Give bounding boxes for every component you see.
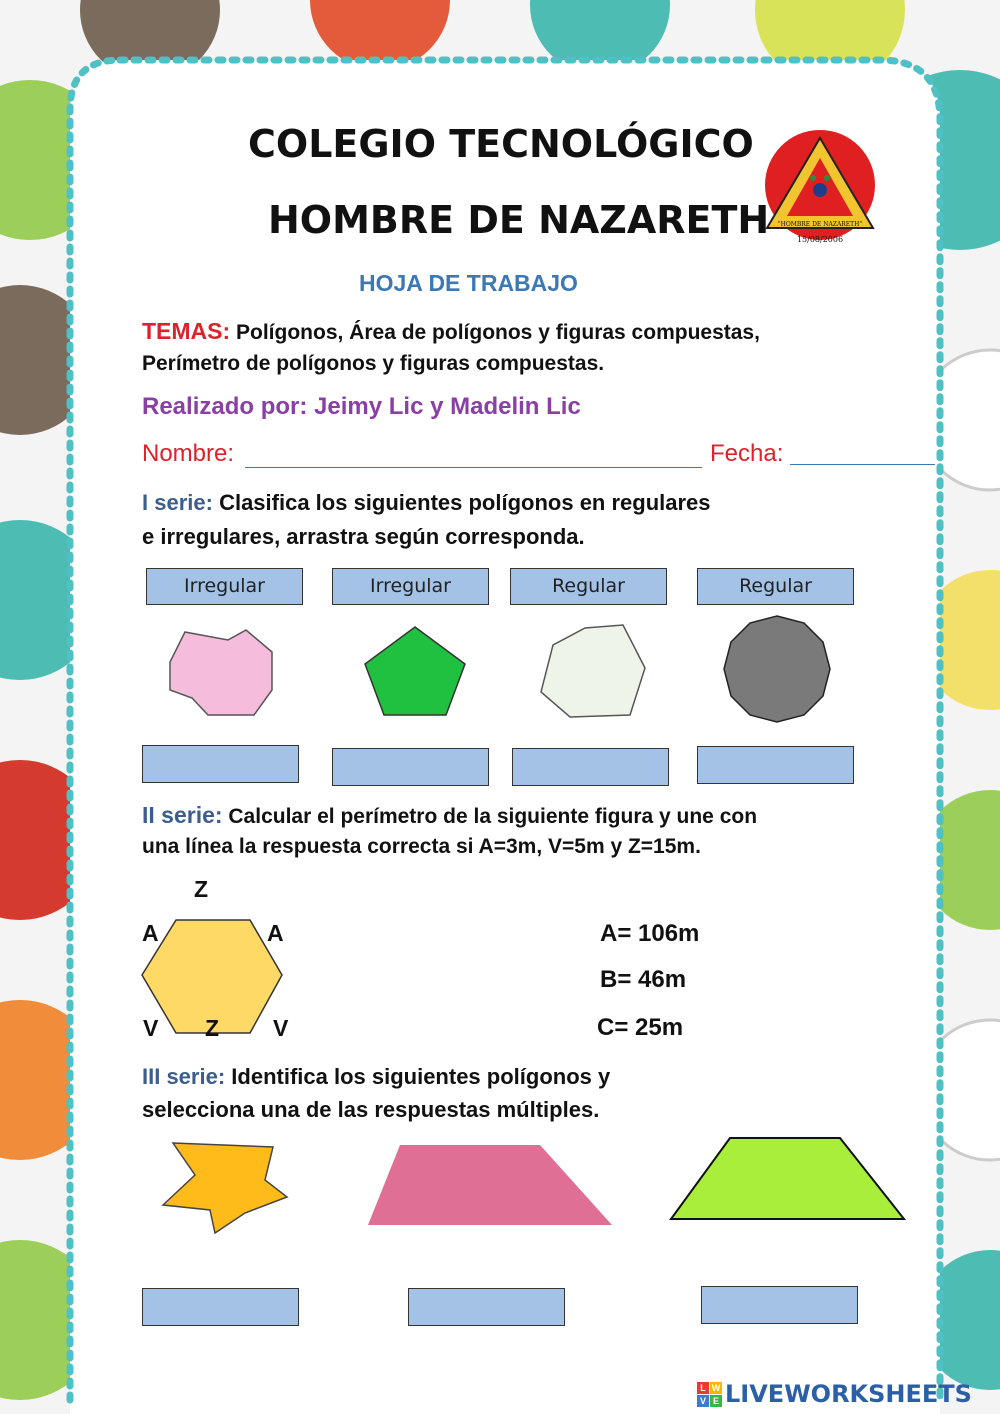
- name-label: Nombre:: [142, 440, 235, 467]
- worksheet-title: HOJA DE TRABAJO: [359, 270, 578, 296]
- school-name-line2: HOMBRE DE NAZARETH: [268, 198, 770, 242]
- brand-name: LIVEWORKSHEETS: [725, 1380, 972, 1408]
- drag-option-3[interactable]: Regular: [510, 568, 667, 605]
- answer-box-2[interactable]: [408, 1288, 565, 1326]
- irregular-pink-polygon: [160, 620, 285, 725]
- date-label: Fecha:: [710, 440, 784, 467]
- side-label-bottom-right: V: [273, 1015, 289, 1041]
- drag-option-4[interactable]: Regular: [697, 568, 854, 605]
- temas-line1: Polígonos, Área de polígonos y figuras compuestas,: [236, 321, 760, 344]
- white-heptagon: [535, 620, 650, 725]
- answer-box-3[interactable]: [701, 1286, 858, 1324]
- date-input-line[interactable]: [790, 464, 935, 465]
- temas-block: [142, 316, 902, 379]
- side-label-top-left: A: [142, 920, 159, 946]
- drag-option-1[interactable]: Irregular: [146, 568, 303, 605]
- author-line: Realizado por: Jeimy Lic y Madelin Lic: [142, 393, 581, 420]
- answer-box-1[interactable]: [142, 1288, 299, 1326]
- serie2-line2: una línea la respuesta correcta si A=3m, V=5m y Z=15m.: [142, 835, 701, 858]
- serie3-instructions: [142, 1060, 742, 1126]
- drag-option-2[interactable]: Irregular: [332, 568, 489, 605]
- serie1-line2: e irregulares, arrastra según corresponda.: [142, 524, 585, 549]
- side-label-top-right: A: [267, 920, 284, 946]
- name-input-line[interactable]: [245, 467, 702, 468]
- serie3-line1: Identifica los siguientes polígonos y: [231, 1064, 611, 1089]
- school-name-line1: COLEGIO TECNOLÓGICO: [248, 122, 754, 166]
- drop-target-1[interactable]: [142, 745, 299, 783]
- svg-text:15/08/2006: 15/08/2006: [796, 235, 844, 244]
- serie2-instructions: [142, 800, 902, 862]
- drop-target-2[interactable]: [332, 748, 489, 786]
- temas-line2: Perímetro de polígonos y figuras compuestas.: [142, 352, 605, 375]
- serie3-line2: selecciona una de las respuestas múltiples.: [142, 1097, 600, 1122]
- side-label-bottom: Z: [205, 1015, 220, 1041]
- answer-option-a[interactable]: A= 106m: [600, 920, 700, 947]
- pink-trapezoid: [365, 1140, 615, 1230]
- temas-label: TEMAS:: [142, 318, 231, 344]
- green-pentagon: [360, 622, 470, 722]
- serie2-line1: Calcular el perímetro de la siguiente figura y une con: [228, 805, 758, 828]
- gray-dodecagon: [720, 612, 835, 727]
- drop-target-4[interactable]: [697, 746, 854, 784]
- brand-badge: L W V E: [697, 1382, 722, 1407]
- yellow-irregular-polygon: [155, 1135, 305, 1255]
- side-label-top: Z: [194, 876, 209, 902]
- drop-target-3[interactable]: [512, 748, 669, 786]
- serie1-instructions: [142, 486, 862, 554]
- serie2-label: II serie:: [142, 802, 223, 828]
- green-trapezoid: [668, 1134, 908, 1224]
- answer-option-b[interactable]: B= 46m: [600, 966, 687, 993]
- serie1-line1: Clasifica los siguientes polígonos en regulares: [219, 490, 711, 515]
- serie1-label: I serie:: [142, 490, 213, 515]
- answer-option-c[interactable]: C= 25m: [597, 1014, 684, 1041]
- school-logo: [755, 130, 885, 250]
- side-label-bottom-left: V: [143, 1015, 159, 1041]
- liveworksheets-logo: [697, 1380, 972, 1408]
- serie3-label: III serie:: [142, 1064, 226, 1089]
- svg-text:"HOMBRE DE NAZARETH": "HOMBRE DE NAZARETH": [777, 221, 863, 228]
